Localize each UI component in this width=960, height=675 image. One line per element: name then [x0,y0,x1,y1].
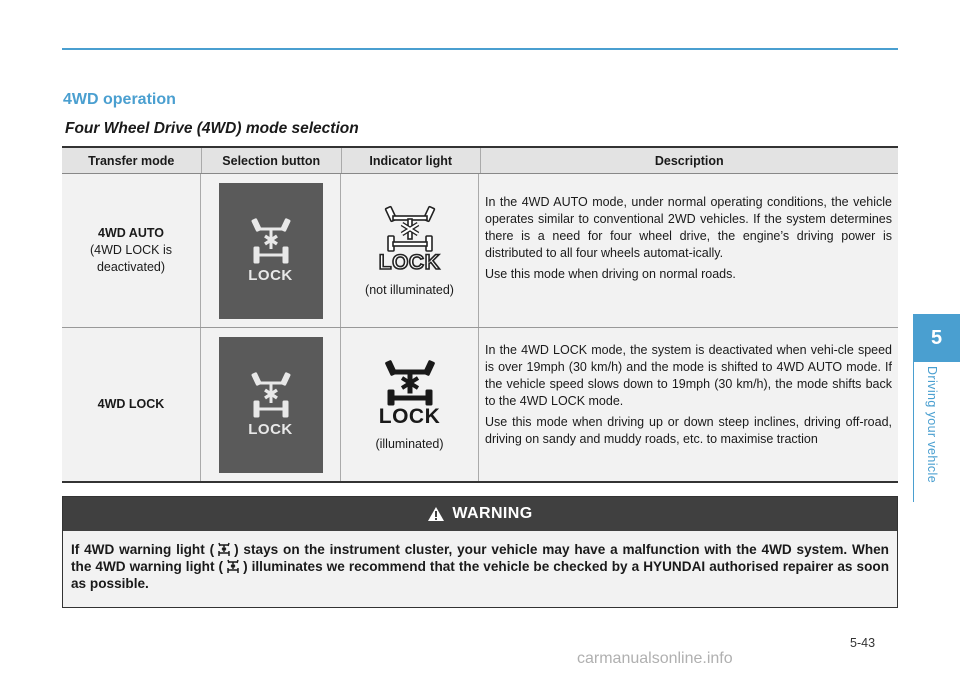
transfer-mode-cell [62,174,201,327]
warning-box [62,496,898,608]
header-rule [62,48,898,50]
description-cell [479,174,898,327]
warning-text-part: ) stays on the instrument cluster, your vehicle may have a malfunction with the 4WD system. When the 4WD warning light ( [71,542,889,574]
description-paragraph: Use this mode when driving on normal roads. [485,267,736,281]
indicator-caption: (illuminated) [375,437,444,451]
page-number: 5-43 [850,636,876,650]
warning-text [63,531,897,592]
mode-note: (4WD LOCK is deactivated) [90,243,172,274]
warning-title: WARNING [452,505,533,522]
header-selection-button: Selection button [202,148,343,173]
indicator-lock-label: LOCK [378,251,441,274]
chapter-tab[interactable]: 5 [913,314,960,362]
4wd-indicator-icon [380,204,440,252]
indicator-caption: (not illuminated) [365,283,454,297]
transfer-mode-cell [62,328,201,481]
button-lock-label: LOCK [248,267,293,284]
warning-text-part: If 4WD warning light ( [71,542,215,557]
warning-triangle-icon [427,506,445,522]
table-row [62,174,898,328]
warning-header [63,497,897,531]
table-row [62,328,898,483]
lock-button[interactable] [219,337,323,473]
indicator-lock-label: LOCK [378,405,441,428]
watermark[interactable]: carmanualsonline.info [577,650,733,667]
mode-name: 4WD LOCK [97,397,165,411]
header-description: Description [654,153,724,168]
sub-title: Four Wheel Drive (4WD) mode selection [65,120,359,137]
description-cell [479,328,898,481]
mode-name: 4WD AUTO [98,226,164,240]
selection-button-cell [201,174,341,327]
4wd-axle-icon [249,371,293,419]
description-paragraph: In the 4WD LOCK mode, the system is deactivated when vehi-cle speed is over 19mph (30 km/h) and the mode is shifted to 4WD AUTO mode. If the vehicle speed slows down to 19mph (30 km/h), the mode shifts back to the 4WD LOCK mode. [485,343,892,408]
description-paragraph: In the 4WD AUTO mode, under normal operating conditions, the vehicle operates similar to conventional 2WD vehicles. If the system determines there is a need for four wheel drive, the engine’s driving power is distributed to all four wheels automat-ically. [485,195,892,260]
lock-button[interactable] [219,183,323,319]
table-header [62,146,898,174]
indicator-light-cell [341,174,479,327]
chapter-label: Driving your vehicle [925,366,939,484]
section-title: 4WD operation [63,91,176,108]
indicator-light-cell [341,328,479,481]
button-lock-label: LOCK [248,421,293,438]
mode-table [62,146,898,483]
chapter-rule [913,362,914,502]
4wd-axle-icon [249,217,293,265]
description-paragraph: Use this mode when driving up or down steep inclines, driving off-road, driving on sandy and muddy roads, etc. to maximise traction [485,415,892,446]
4wd-warning-icon [217,541,231,557]
header-indicator-light: Indicator light [342,148,481,173]
header-transfer-mode: Transfer mode [62,148,202,173]
4wd-warning-icon [226,558,240,574]
warning-text-part: ) illuminates we recommend that the vehicle be checked by a HYUNDAI authorised repairer as soon as possible. [71,559,889,591]
4wd-indicator-icon [380,358,440,406]
selection-button-cell [201,328,341,481]
